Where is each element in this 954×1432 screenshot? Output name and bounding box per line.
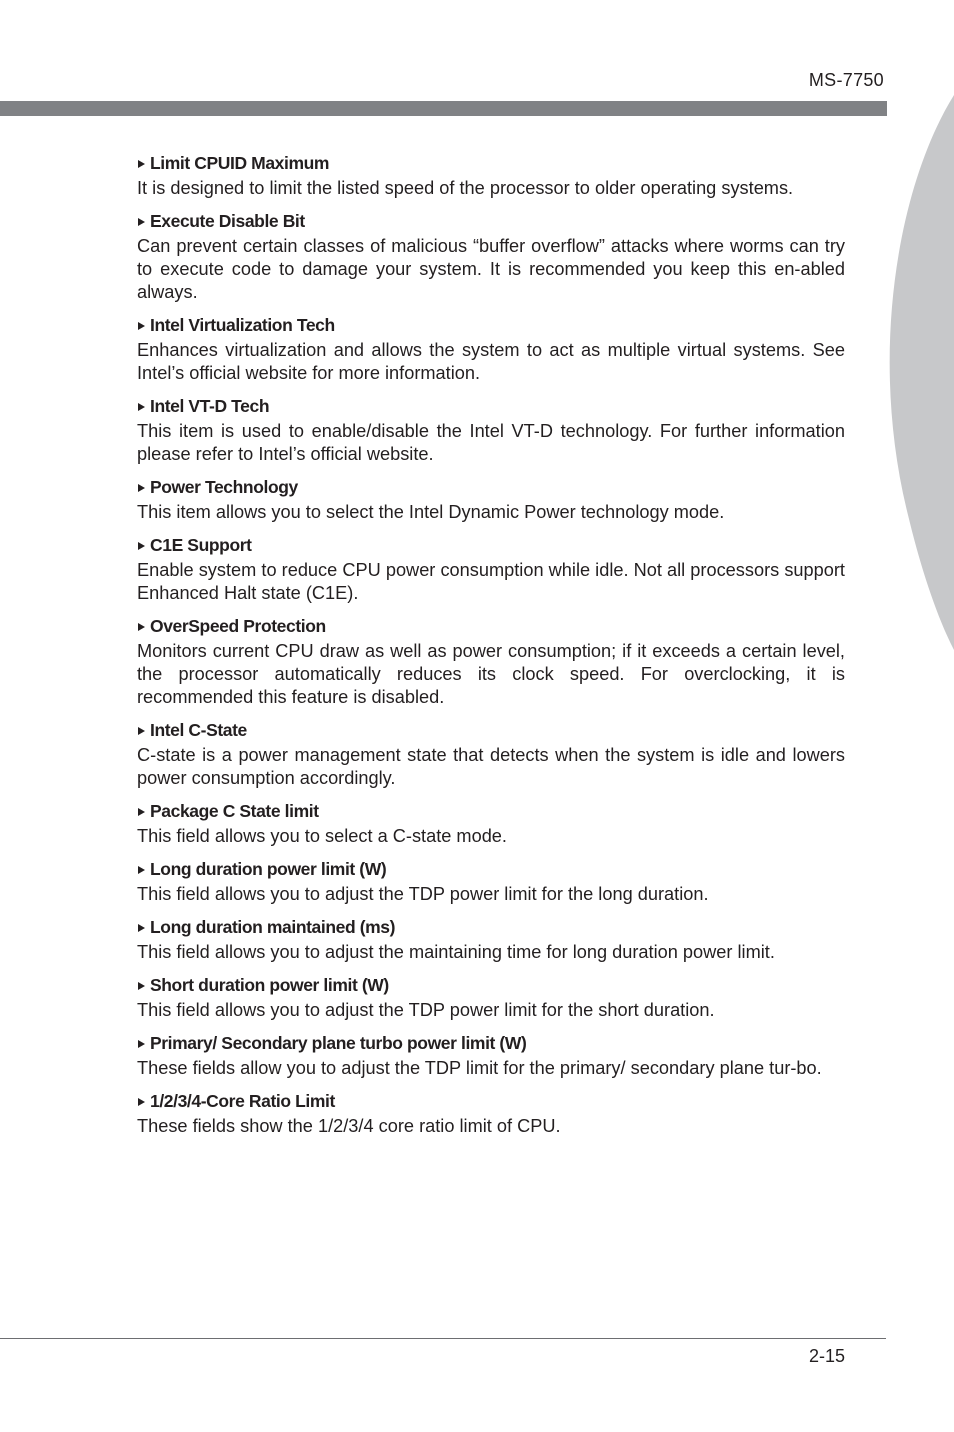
item-description: It is designed to limit the listed speed of the processor to older operating systems.: [137, 178, 794, 198]
item-power-technology: [137, 476, 845, 524]
item-title: [137, 395, 845, 418]
arrow-right-icon: [138, 727, 145, 735]
item-title-text: 1/2/3/4-Core Ratio Limit: [150, 1091, 335, 1111]
item-long-duration-maintained: [137, 916, 845, 964]
item-long-duration-power-limit: [137, 858, 845, 906]
item-title: [137, 800, 845, 823]
item-description: These fields allow you to adjust the TDP limit for the primary/ secondary plane tur-bo.: [137, 1058, 822, 1078]
settings-descriptions: [137, 152, 845, 1148]
item-package-c-state-limit: [137, 800, 845, 848]
item-c1e-support: [137, 534, 845, 605]
header-bar: [0, 101, 887, 116]
item-title: [137, 974, 845, 997]
item-description: This item allows you to select the Intel Dynamic Power technology mode.: [137, 502, 725, 522]
item-description: Enhances virtualization and allows the system to act as multiple virtual systems. See Intel’s official website for more information.: [137, 340, 845, 383]
item-title-text: Power Technology: [150, 477, 298, 497]
item-title: [137, 1090, 845, 1113]
arrow-right-icon: [138, 808, 145, 816]
item-title-text: Package C State limit: [150, 801, 319, 821]
arrow-right-icon: [138, 160, 145, 168]
arrow-right-icon: [138, 403, 145, 411]
item-description: Monitors current CPU draw as well as power consumption; if it exceeds a certain level, the processor automatically reduces its clock speed. For overclocking, it is recommended this feature is disabled.: [137, 641, 845, 707]
item-description: This field allows you to select a C-state mode.: [137, 826, 507, 846]
item-title-text: Primary/ Secondary plane turbo power limit (W): [150, 1033, 527, 1053]
item-short-duration-power-limit: [137, 974, 845, 1022]
arrow-right-icon: [138, 623, 145, 631]
arrow-right-icon: [138, 1098, 145, 1106]
chapter-label: Chapter 2: [855, 398, 889, 536]
model-number: MS-7750: [808, 70, 884, 90]
item-title-text: C1E Support: [150, 535, 252, 555]
item-limit-cpuid-maximum: [137, 152, 845, 200]
chapter-tab-shape: [888, 95, 954, 650]
item-description: This field allows you to adjust the maintaining time for long duration power limit.: [137, 942, 775, 962]
item-title-text: Short duration power limit (W): [150, 975, 389, 995]
item-title-text: Intel VT-D Tech: [150, 396, 270, 416]
item-description: This item is used to enable/disable the Intel VT-D technology. For further information please refer to Intel’s official website.: [137, 421, 845, 464]
item-description: This field allows you to adjust the TDP power limit for the short duration.: [137, 1000, 715, 1020]
item-description: This field allows you to adjust the TDP power limit for the long duration.: [137, 884, 709, 904]
item-intel-virtualization-tech: [137, 314, 845, 385]
item-title: [137, 916, 845, 939]
item-title-text: Limit CPUID Maximum: [150, 153, 330, 173]
arrow-right-icon: [138, 484, 145, 492]
item-core-ratio-limit: [137, 1090, 845, 1138]
item-title-text: Intel C-State: [150, 720, 247, 740]
item-title: [137, 210, 845, 233]
item-title-text: OverSpeed Protection: [150, 616, 326, 636]
item-title: [137, 534, 845, 557]
item-title: [137, 615, 845, 638]
item-intel-vt-d-tech: [137, 395, 845, 466]
arrow-right-icon: [138, 322, 145, 330]
item-overspeed-protection: [137, 615, 845, 709]
item-description: Can prevent certain classes of malicious “buffer overflow” attacks where worms can try to execute code to damage your system. It is recommended you keep this en-abled always.: [137, 236, 845, 302]
item-title-text: Execute Disable Bit: [150, 211, 305, 231]
item-description: Enable system to reduce CPU power consumption while idle. Not all processors support Enhanced Halt state (C1E).: [137, 560, 845, 603]
item-title-text: Long duration maintained (ms): [150, 917, 396, 937]
item-title: [137, 314, 845, 337]
arrow-right-icon: [138, 1040, 145, 1048]
item-intel-c-state: [137, 719, 845, 790]
item-execute-disable-bit: [137, 210, 845, 304]
item-title: [137, 476, 845, 499]
arrow-right-icon: [138, 982, 145, 990]
item-title: [137, 152, 845, 175]
item-title-text: Intel Virtualization Tech: [150, 315, 335, 335]
item-description: C-state is a power management state that detects when the system is idle and lowers power consumption accordingly.: [137, 745, 845, 788]
arrow-right-icon: [138, 866, 145, 874]
chapter-tab: [855, 95, 954, 650]
item-plane-turbo-power-limit: [137, 1032, 845, 1080]
item-title: [137, 1032, 845, 1055]
item-title: [137, 719, 845, 742]
arrow-right-icon: [138, 542, 145, 550]
item-title-text: Long duration power limit (W): [150, 859, 387, 879]
item-title: [137, 858, 845, 881]
arrow-right-icon: [138, 218, 145, 226]
footer-divider: [0, 1338, 886, 1339]
arrow-right-icon: [138, 924, 145, 932]
page-number: 2-15: [808, 1346, 845, 1366]
item-description: These fields show the 1/2/3/4 core ratio limit of CPU.: [137, 1116, 561, 1136]
